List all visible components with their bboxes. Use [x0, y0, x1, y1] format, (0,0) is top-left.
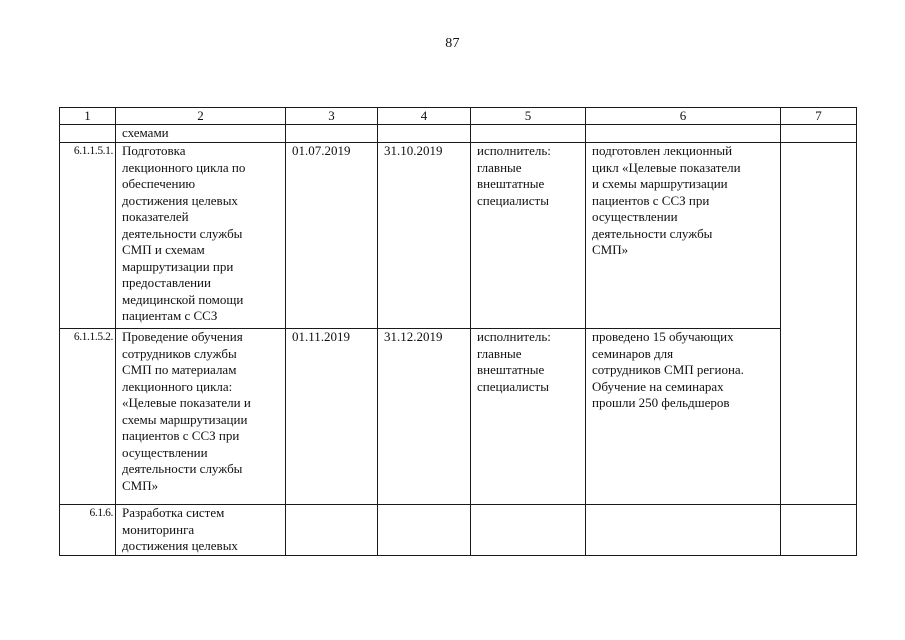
column-number: 6 — [586, 108, 781, 125]
item-name: Проведение обучения сотрудников службы СМП по материалам лекционного цикла: «Целевые показатели и схемы маршрутизации пациентов с ССЗ при осуществлении деятельности службы СМП» — [116, 329, 286, 505]
result: подготовлен лекционный цикл «Целевые показатели и схемы маршрутизации пациентов с ССЗ при осуществлении деятельности службы СМП» — [586, 143, 781, 329]
item-name: Подготовка лекционного цикла по обеспечению достижения целевых показателей деятельности службы СМП и схемам маршрутизации при предоставлении медицинской помощи пациентам с ССЗ — [116, 143, 286, 329]
result — [586, 505, 781, 556]
column-number: 5 — [471, 108, 586, 125]
table-row — [60, 329, 857, 505]
start-date: 01.07.2019 — [286, 143, 378, 329]
item-number: 6.1.6. — [60, 505, 116, 556]
end-date: 31.10.2019 — [378, 143, 471, 329]
continuation-text: схемами — [116, 125, 286, 143]
column-number: 3 — [286, 108, 378, 125]
end-date — [378, 505, 471, 556]
item-name: Разработка систем мониторинга достижения целевых — [116, 505, 286, 556]
column-number: 1 — [60, 108, 116, 125]
empty-cell — [586, 125, 781, 143]
item-number: 6.1.1.5.2. — [60, 329, 116, 505]
executor — [471, 505, 586, 556]
start-date: 01.11.2019 — [286, 329, 378, 505]
empty-cell — [781, 125, 857, 143]
table-row — [60, 505, 857, 556]
empty-cell — [378, 125, 471, 143]
page-number: 87 — [445, 36, 460, 51]
executor: исполнитель: главные внештатные специалисты — [471, 143, 586, 329]
empty-cell — [286, 125, 378, 143]
executor: исполнитель: главные внештатные специалисты — [471, 329, 586, 505]
empty-cell — [471, 125, 586, 143]
column-number: 7 — [781, 108, 857, 125]
continuation-row — [60, 125, 857, 143]
column-number-row — [60, 108, 857, 125]
note-cell — [781, 143, 857, 505]
table-row — [60, 143, 857, 329]
start-date — [286, 505, 378, 556]
result: проведено 15 обучающих семинаров для сотрудников СМП региона. Обучение на семинарах прошли 250 фельдшеров — [586, 329, 781, 505]
item-number: 6.1.1.5.1. — [60, 143, 116, 329]
end-date: 31.12.2019 — [378, 329, 471, 505]
column-number: 4 — [378, 108, 471, 125]
plan-table — [59, 107, 857, 556]
column-number: 2 — [116, 108, 286, 125]
note-cell — [781, 505, 857, 556]
empty-cell — [60, 125, 116, 143]
